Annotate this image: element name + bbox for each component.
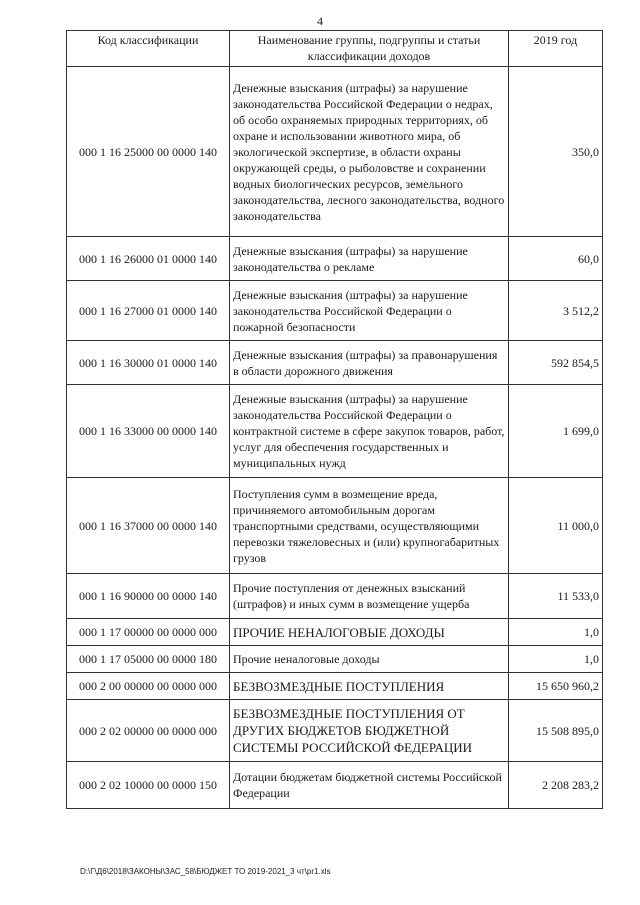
row-code: 000 2 00 00000 00 0000 000 <box>67 673 230 700</box>
table-row <box>67 700 603 762</box>
row-amount: 15 508 895,0 <box>509 700 603 762</box>
header-year: 2019 год <box>509 31 603 67</box>
header-code: Код классификации <box>67 31 230 67</box>
row-amount: 1,0 <box>509 619 603 646</box>
row-code: 000 1 17 00000 00 0000 000 <box>67 619 230 646</box>
row-name: БЕЗВОЗМЕЗДНЫЕ ПОСТУПЛЕНИЯ ОТ ДРУГИХ БЮДЖЕТОВ БЮДЖЕТНОЙ СИСТЕМЫ РОССИЙСКОЙ ФЕДЕРАЦИИ <box>230 700 509 762</box>
row-name: Денежные взыскания (штрафы) за нарушение законодательства Российской Федерации о пожарной безопасности <box>230 281 509 341</box>
row-code: 000 1 16 25000 00 0000 140 <box>67 67 230 237</box>
page-number: 4 <box>317 14 323 28</box>
row-name: Прочие неналоговые доходы <box>230 646 509 673</box>
row-code: 000 2 02 00000 00 0000 000 <box>67 700 230 762</box>
row-name: Денежные взыскания (штрафы) за нарушение законодательства Российской Федерации о недрах, об особо охраняемых природных территориях, об охране и использовании животного мира, об экологической экспертизе, в области охраны окружающей среды, о рыболовстве и сохранении водных биологических ресурсов, земельного законодательства, лесного законодательства, водного законодательства <box>230 67 509 237</box>
table-row <box>67 67 603 237</box>
row-name: Денежные взыскания (штрафы) за правонарушения в области дорожного движения <box>230 341 509 385</box>
row-amount: 15 650 960,2 <box>509 673 603 700</box>
row-name: Прочие поступления от денежных взысканий (штрафов) и иных сумм в возмещение ущерба <box>230 574 509 619</box>
row-code: 000 1 16 33000 00 0000 140 <box>67 385 230 478</box>
row-code: 000 1 16 30000 01 0000 140 <box>67 341 230 385</box>
row-amount: 60,0 <box>509 237 603 281</box>
row-amount: 350,0 <box>509 67 603 237</box>
table-row <box>67 237 603 281</box>
table-row <box>67 619 603 646</box>
row-name: БЕЗВОЗМЕЗДНЫЕ ПОСТУПЛЕНИЯ <box>230 673 509 700</box>
table-row <box>67 646 603 673</box>
row-name: Поступления сумм в возмещение вреда, причиняемого автомобильным дорогам транспортными средствами, осуществляющими перевозки тяжеловесных и (или) крупногабаритных грузов <box>230 478 509 574</box>
table-row <box>67 341 603 385</box>
table-row <box>67 281 603 341</box>
row-name: Дотации бюджетам бюджетной системы Российской Федерации <box>230 762 509 809</box>
row-code: 000 1 17 05000 00 0000 180 <box>67 646 230 673</box>
row-code: 000 1 16 90000 00 0000 140 <box>67 574 230 619</box>
revenue-table <box>66 30 603 809</box>
header-name: Наименование группы, подгруппы и статьи классификации доходов <box>230 31 509 67</box>
row-code: 000 1 16 27000 01 0000 140 <box>67 281 230 341</box>
row-amount: 1 699,0 <box>509 385 603 478</box>
table-row <box>67 385 603 478</box>
row-code: 000 1 16 37000 00 0000 140 <box>67 478 230 574</box>
table-header-row <box>67 31 603 67</box>
row-name: Денежные взыскания (штрафы) за нарушение законодательства о рекламе <box>230 237 509 281</box>
table-row <box>67 478 603 574</box>
row-amount: 2 208 283,2 <box>509 762 603 809</box>
row-amount: 11 533,0 <box>509 574 603 619</box>
row-amount: 3 512,2 <box>509 281 603 341</box>
row-name: Денежные взыскания (штрафы) за нарушение законодательства Российской Федерации о контрактной системе в сфере закупок товаров, работ, услуг для обеспечения государственных и муниципальных нужд <box>230 385 509 478</box>
table-row <box>67 673 603 700</box>
row-code: 000 1 16 26000 01 0000 140 <box>67 237 230 281</box>
row-code: 000 2 02 10000 00 0000 150 <box>67 762 230 809</box>
row-amount: 11 000,0 <box>509 478 603 574</box>
table-row <box>67 574 603 619</box>
footer-file-path: D:\Г\Д6\2018\ЗАКОНЫ\ЗАС_58\БЮДЖЕТ ТО 2019-2021_3 чт\pr1.xls <box>80 867 331 876</box>
row-amount: 592 854,5 <box>509 341 603 385</box>
row-amount: 1,0 <box>509 646 603 673</box>
row-name: ПРОЧИЕ НЕНАЛОГОВЫЕ ДОХОДЫ <box>230 619 509 646</box>
table-row <box>67 762 603 809</box>
